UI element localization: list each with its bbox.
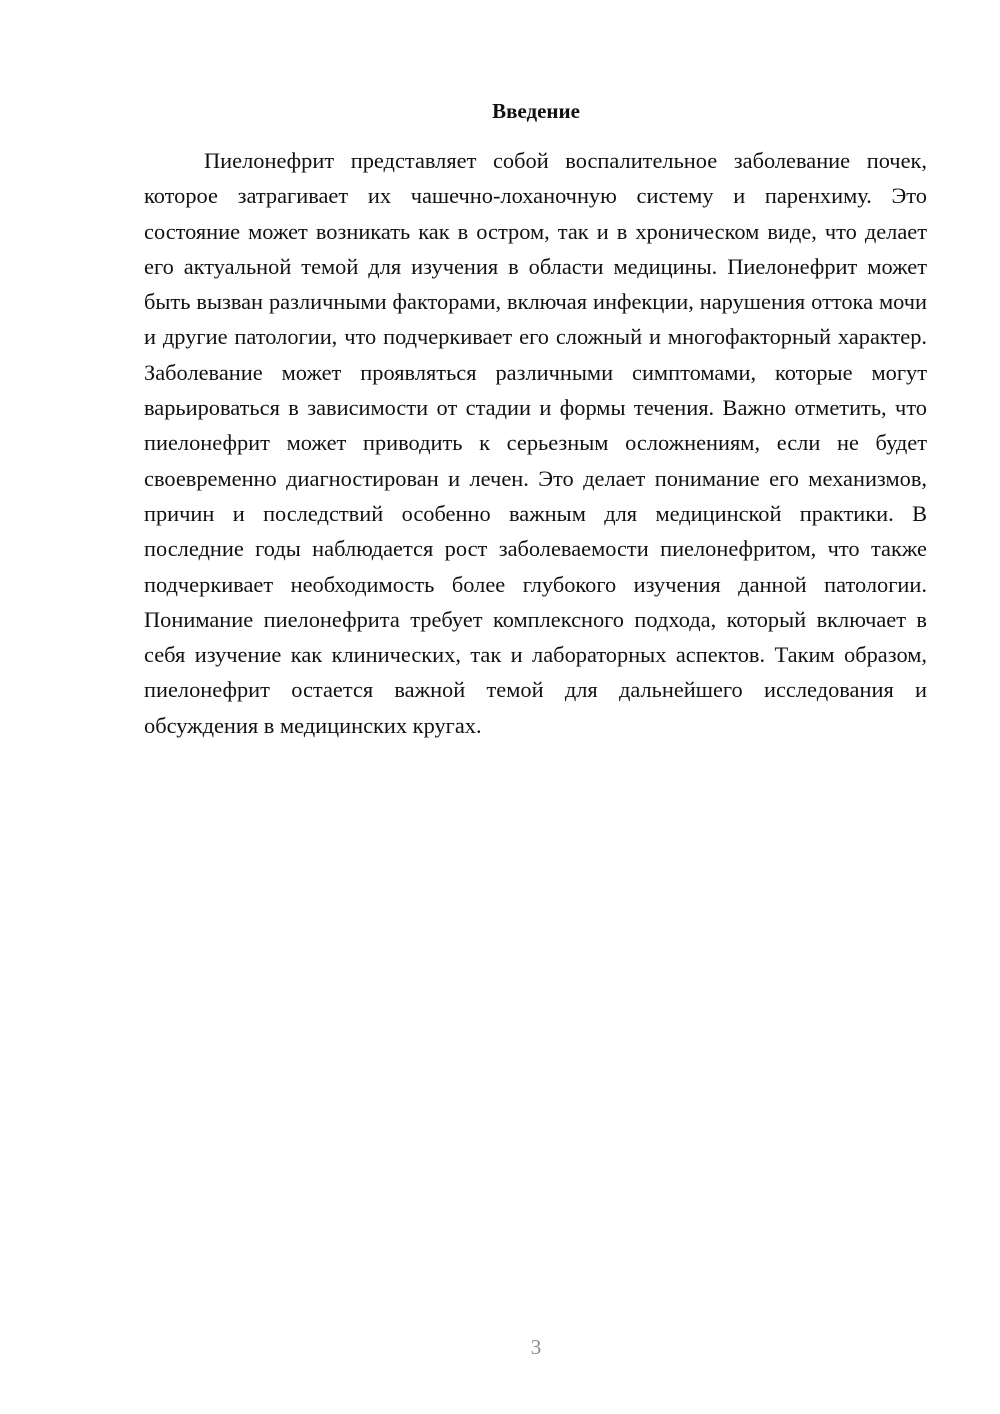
- body-paragraph: Пиелонефрит представляет собой воспалительное заболевание почек, которое затрагивает их чашечно-лоханочную систему и паренхиму. Это состояние может возникать как в остром, так и в хроническом виде, что делает его актуальной темой для изучения в области медицины. Пиелонефрит может быть вызван различными факторами, включая инфекции, нарушения оттока мочи и другие патологии, что подчеркивает его сложный и многофакторный характер. Заболевание может проявляться различными симптомами, которые могут варьироваться в зависимости от стадии и формы течения. Важно отметить, что пиелонефрит может приводить к серьезным осложнениям, если не будет своевременно диагностирован и лечен. Это делает понимание его механизмов, причин и последствий особенно важным для медицинской практики. В последние годы наблюдается рост заболеваемости пиелонефритом, что также подчеркивает необходимость более глубокого изучения данной патологии. Понимание пиелонефрита требует комплексного подхода, который включает в себя изучение как клинических, так и лабораторных аспектов. Таким образом, пиелонефрит остается важной темой для дальнейшего исследования и обсуждения в медицинских кругах.: [144, 148, 927, 738]
- section-heading: Введение: [492, 99, 580, 123]
- page-number: 3: [530, 1335, 542, 1359]
